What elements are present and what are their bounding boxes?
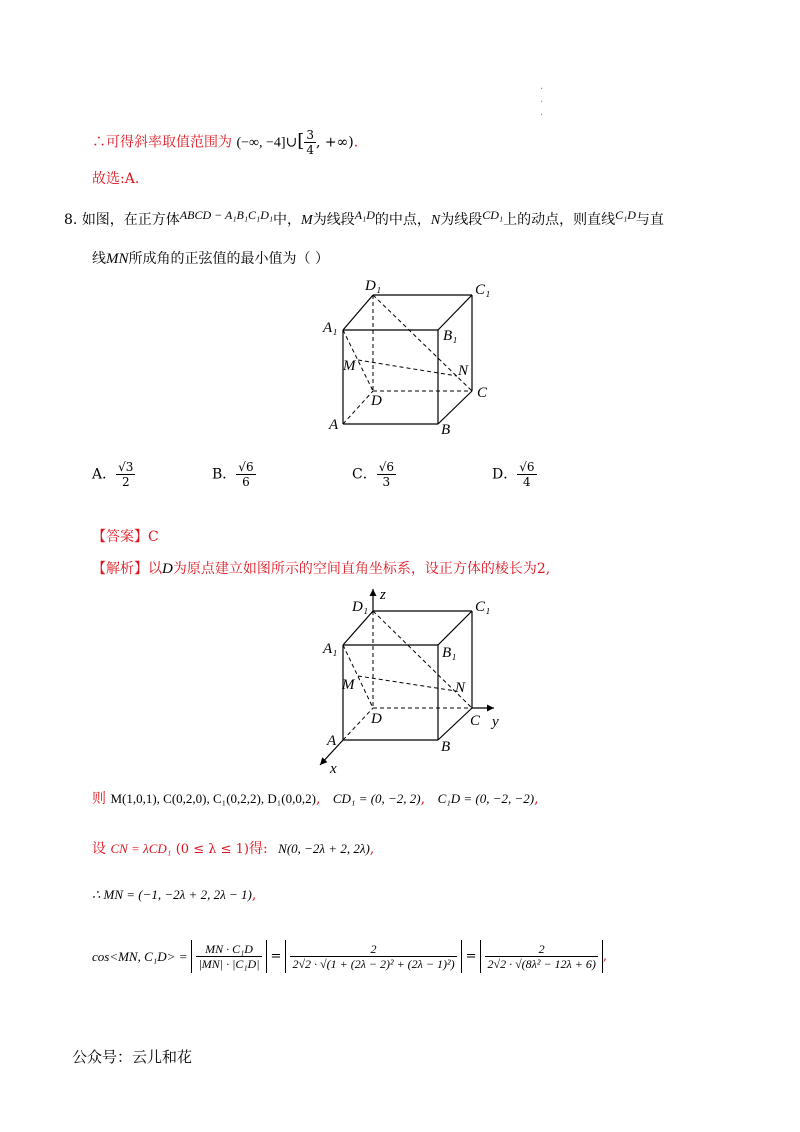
edge-b1c1 <box>438 295 472 330</box>
label-a: A <box>327 733 337 749</box>
step-mn-vector <box>92 886 256 904</box>
label-b: B <box>441 422 451 437</box>
option-value <box>116 460 135 489</box>
var-n: N <box>430 213 441 228</box>
answer-tag: 【答案】 <box>92 529 148 545</box>
cos-term3 <box>480 940 602 973</box>
label-b1: B₁ <box>442 645 457 661</box>
step-parameter <box>92 840 374 859</box>
frac-num: MN · C₁D <box>196 942 261 957</box>
label-m: M <box>342 677 355 693</box>
comma: , <box>251 887 257 903</box>
label-y: y <box>492 714 499 730</box>
frac-num: √6 <box>519 460 535 474</box>
option-value <box>517 460 536 489</box>
cos-lhs: cos<MN, C₁D> = <box>92 948 188 964</box>
frac-num: √6 <box>238 460 254 474</box>
label-c1: C₁ <box>475 282 491 298</box>
line-c1d: C₁D <box>615 208 636 222</box>
corner-dots: . . . <box>540 81 544 118</box>
step-word: 设 <box>92 841 106 857</box>
param-equation: CN = λCD₁ <box>110 841 172 856</box>
interval-left: (−∞, −4] <box>236 135 286 151</box>
frac-den: 2√2 · √(1 + (2λ − 2)² + (2λ − 1)²) <box>292 957 455 971</box>
edge-bc <box>438 708 472 740</box>
frac-den: |MN| · |C₁D| <box>198 957 260 971</box>
option-b <box>212 460 256 489</box>
vector-text: C₁D = (0, −2, −2) <box>437 791 535 806</box>
step-word: 则 <box>92 791 106 807</box>
label-z: z <box>380 587 386 603</box>
label-n: N <box>458 363 469 379</box>
equals: = <box>465 949 477 964</box>
footer-account: 公众号：云儿和花 <box>72 1048 193 1066</box>
label-c: C <box>470 713 481 729</box>
q-text: 如图，在正方体 <box>81 212 180 228</box>
q-text: 中， <box>273 212 302 228</box>
question-8-line2 <box>92 250 329 268</box>
edge-bc <box>438 391 472 424</box>
analysis-tag: 【解析】 <box>92 561 148 577</box>
cos-term2 <box>285 940 461 973</box>
frac-num: √3 <box>118 460 134 474</box>
label-d1: D₁ <box>365 278 382 294</box>
q-text: 上的动点，则直线 <box>503 212 616 228</box>
previous-choice: 故选:A. <box>92 171 140 187</box>
period: . <box>353 134 359 151</box>
interval-right: , +∞) <box>315 134 354 151</box>
option-value <box>236 460 255 489</box>
edge-ad <box>343 391 373 424</box>
comma: , <box>369 841 375 857</box>
vector-mn: ∴ MN = (−1, −2λ + 2, 2λ − 1) <box>92 887 252 902</box>
label-a1: A₁ <box>323 320 338 336</box>
segment-a1d: A₁D <box>354 208 375 222</box>
option-d <box>492 460 537 489</box>
q-text: 与直 <box>635 212 664 228</box>
frac-num: 2 <box>290 942 456 957</box>
union-symbol: ∪ <box>285 134 298 151</box>
comma: , <box>420 791 426 807</box>
coordinate-cube-figure <box>310 585 510 775</box>
label-a: A <box>329 417 339 433</box>
frac-num: 3 <box>306 128 314 142</box>
vector-c1d <box>438 791 535 806</box>
frac-num: 2 <box>485 942 597 957</box>
question-number: 8. <box>64 212 78 228</box>
point-n: N(0, −2λ + 2, 2λ) <box>278 841 370 856</box>
frac-den: 6 <box>242 475 250 489</box>
label-c: C <box>477 385 488 401</box>
comma: , <box>315 791 321 807</box>
cube-figure <box>315 272 505 437</box>
q-text: 所成角的正弦值的最小值为（ ） <box>128 251 329 267</box>
segment-cd1: CD₁ <box>482 208 504 222</box>
edge-a1d1 <box>343 611 373 645</box>
comma: , <box>602 949 607 964</box>
frac-den: 3 <box>382 475 391 489</box>
option-label: C． <box>352 466 377 483</box>
answer-value: C <box>148 529 159 545</box>
label-m: M <box>343 358 356 374</box>
label-b: B <box>441 739 451 755</box>
edge-ad <box>343 708 373 740</box>
label-c1: C₁ <box>475 599 491 615</box>
label-n: N <box>455 680 466 696</box>
question-8-line1 <box>64 206 664 230</box>
edge-b1c1 <box>438 611 472 645</box>
label-x: x <box>330 761 337 775</box>
answer-line <box>92 528 159 546</box>
label-a1: A₁ <box>323 641 338 657</box>
step-cosine <box>92 940 607 973</box>
analysis-text: 以 <box>148 561 162 577</box>
previous-conclusion: ∴可得斜率取值范围为 (−∞, −4]∪[ $\frac{3}{4}$ , +∞). <box>92 128 359 157</box>
point-coordinates: M(1,0,1), C(0,2,0), C₁(0,2,2), D₁(0,0,2) <box>110 791 316 806</box>
cos-term1 <box>191 940 266 973</box>
analysis-line <box>92 560 550 578</box>
equals: = <box>270 949 282 964</box>
var-m: M <box>301 213 313 228</box>
label-b1: B₁ <box>443 328 458 344</box>
conclusion-text: ∴可得斜率取值范围为 <box>92 134 232 151</box>
analysis-text: 为原点建立如图所示的空间直角坐标系，设正方体的棱长为2, <box>172 561 551 577</box>
frac-den: 4 <box>306 143 314 157</box>
step-coordinates <box>92 790 539 808</box>
frac-num: √6 <box>378 460 394 474</box>
label-d: D <box>371 711 382 727</box>
q-text: 为线段 <box>312 212 355 228</box>
q-text: 线 <box>92 251 106 267</box>
interval-fraction <box>304 128 316 157</box>
frac-den: 2√2 · √(8λ² − 12λ + 6) <box>487 957 596 971</box>
option-value <box>377 460 396 489</box>
label-d1: D₁ <box>352 599 369 615</box>
option-label: D． <box>492 466 518 483</box>
option-c <box>352 460 396 489</box>
step-word: 得: <box>248 841 268 857</box>
q-text: 的中点， <box>374 212 431 228</box>
label-d: D <box>371 393 382 409</box>
cube-name: ABCD − A₁B₁C₁D₁ <box>179 208 274 222</box>
frac-den: 2 <box>121 475 130 489</box>
option-a <box>92 460 135 489</box>
origin-d: D <box>162 561 173 577</box>
line-mn: MN <box>106 251 129 267</box>
frac-den: 4 <box>523 475 531 489</box>
comma: , <box>534 791 539 807</box>
vector-text: CD₁ = (0, −2, 2) <box>332 791 421 806</box>
param-range: (0 ≤ λ ≤ 1) <box>175 842 249 857</box>
q-text: 为线段 <box>440 212 483 228</box>
option-label: B． <box>212 466 237 483</box>
edge-a1d1 <box>343 295 373 330</box>
vector-cd1 <box>333 791 421 806</box>
option-label: A． <box>92 466 117 483</box>
